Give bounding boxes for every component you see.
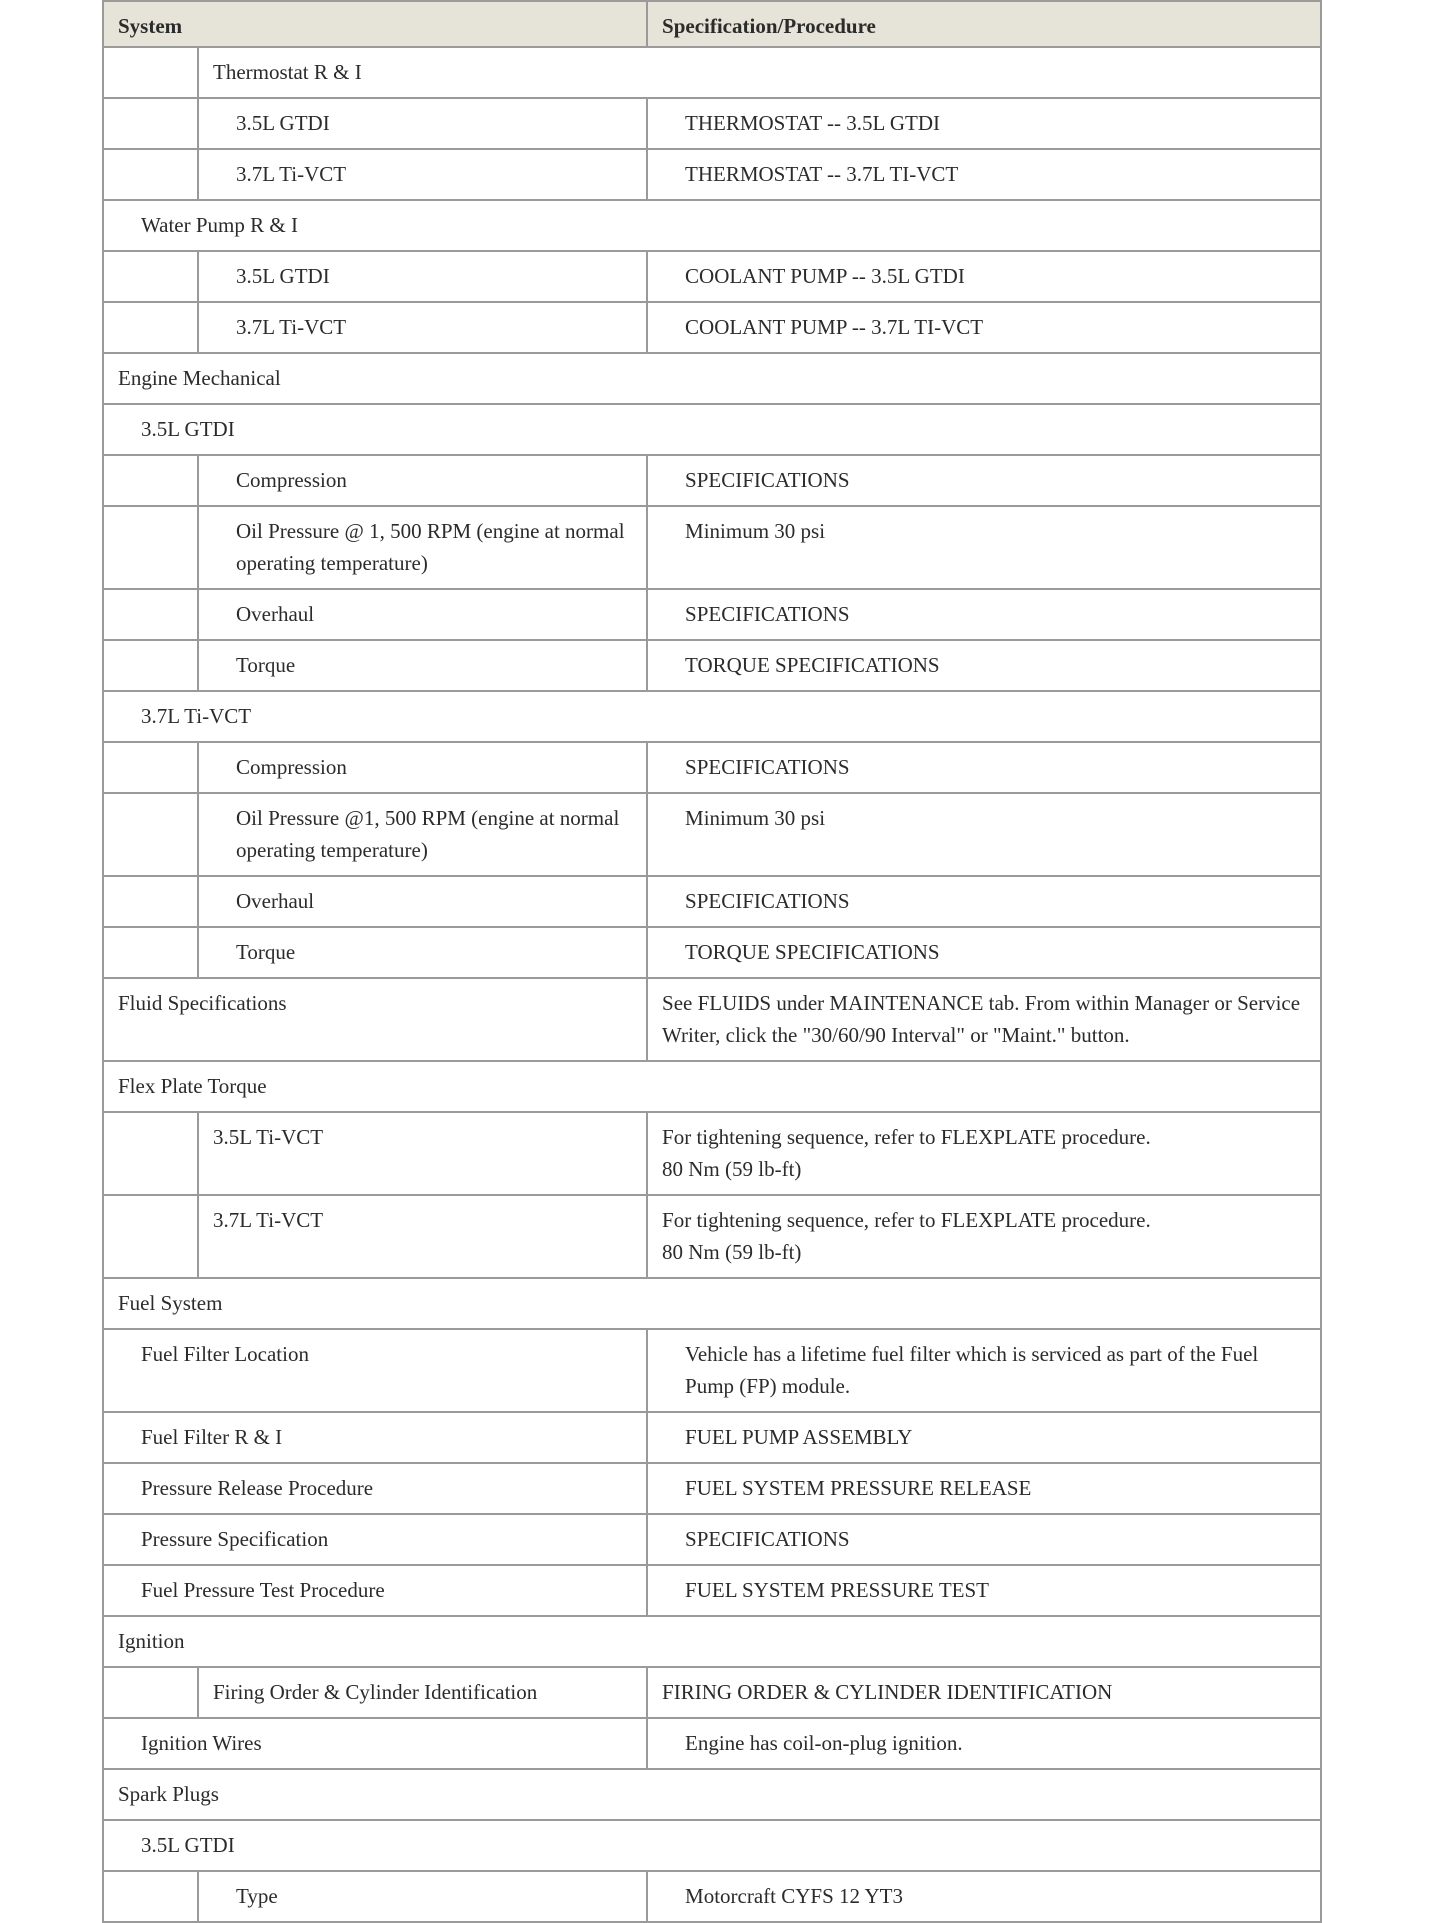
section-label: Spark Plugs bbox=[118, 1782, 219, 1806]
spec-link[interactable]: FUEL SYSTEM PRESSURE RELEASE bbox=[685, 1476, 1032, 1500]
spec-cell: Vehicle has a lifetime fuel filter which is serviced as part of the Fuel Pump (FP) module. bbox=[685, 1342, 1259, 1398]
table-row bbox=[103, 1769, 1321, 1820]
table-row bbox=[103, 1565, 1321, 1616]
spec-column-header: Specification/Procedure bbox=[647, 1, 1321, 47]
system-cell: Torque bbox=[236, 653, 296, 677]
spec-link[interactable]: FIRING ORDER & CYLINDER IDENTIFICATION bbox=[662, 1680, 1113, 1704]
system-cell: Fuel Filter R & I bbox=[141, 1425, 283, 1449]
table-row bbox=[103, 302, 1321, 353]
system-cell: Pressure Specification bbox=[141, 1527, 329, 1551]
table-row bbox=[103, 978, 1321, 1061]
system-cell: Torque bbox=[236, 940, 296, 964]
table-row bbox=[103, 1195, 1321, 1278]
table-row bbox=[103, 1718, 1321, 1769]
table-row bbox=[103, 1514, 1321, 1565]
section-label: Thermostat R & I bbox=[213, 60, 362, 84]
section-label: Ignition bbox=[118, 1629, 185, 1653]
section-label: Water Pump R & I bbox=[141, 213, 298, 237]
spec-link[interactable]: SPECIFICATIONS bbox=[685, 889, 850, 913]
table-row bbox=[103, 1667, 1321, 1718]
table-row bbox=[103, 455, 1321, 506]
spec-cell: Motorcraft CYFS 12 YT3 bbox=[685, 1884, 903, 1908]
table-row bbox=[103, 1820, 1321, 1871]
table-row bbox=[103, 1329, 1321, 1412]
table-row bbox=[103, 506, 1321, 589]
subsection-label: 3.7L Ti-VCT bbox=[141, 704, 252, 728]
system-cell: Overhaul bbox=[236, 602, 315, 626]
torque-value: 80 Nm (59 lb-ft) bbox=[662, 1157, 802, 1181]
table-row bbox=[103, 589, 1321, 640]
table-row bbox=[103, 47, 1321, 98]
system-cell: Fuel Filter Location bbox=[141, 1342, 309, 1366]
system-cell: 3.5L GTDI bbox=[236, 264, 330, 288]
spec-link[interactable]: TORQUE SPECIFICATIONS bbox=[685, 940, 940, 964]
flexplate-link[interactable]: For tightening sequence, refer to FLEXPLATE procedure. bbox=[662, 1208, 1151, 1232]
specification-table bbox=[102, 0, 1322, 1923]
system-cell: Oil Pressure @1, 500 RPM (engine at normal operating temperature) bbox=[236, 806, 620, 862]
system-column-header: System bbox=[103, 1, 647, 47]
table-row bbox=[103, 1278, 1321, 1329]
spec-cell: See FLUIDS under MAINTENANCE tab. From within Manager or Service Writer, click the "30/60/90 Interval" or "Maint." button. bbox=[662, 991, 1301, 1047]
table-row bbox=[103, 149, 1321, 200]
section-label: Flex Plate Torque bbox=[118, 1074, 267, 1098]
torque-value: 80 Nm (59 lb-ft) bbox=[662, 1240, 802, 1264]
table-row bbox=[103, 1463, 1321, 1514]
spec-cell: Engine has coil-on-plug ignition. bbox=[685, 1731, 963, 1755]
spec-link[interactable]: SPECIFICATIONS bbox=[685, 755, 850, 779]
system-cell: Ignition Wires bbox=[141, 1731, 262, 1755]
spec-link[interactable]: SPECIFICATIONS bbox=[685, 1527, 850, 1551]
spec-link[interactable]: TORQUE SPECIFICATIONS bbox=[685, 653, 940, 677]
spec-link[interactable]: FUEL SYSTEM PRESSURE TEST bbox=[685, 1578, 989, 1602]
spec-link[interactable]: COOLANT PUMP -- 3.5L GTDI bbox=[685, 264, 965, 288]
system-cell: Compression bbox=[236, 468, 347, 492]
spec-cell: Minimum 30 psi bbox=[685, 519, 826, 543]
spec-cell bbox=[648, 1196, 1320, 1276]
table-row bbox=[103, 200, 1321, 251]
table-row bbox=[103, 98, 1321, 149]
system-cell: Overhaul bbox=[236, 889, 315, 913]
system-cell: Oil Pressure @ 1, 500 RPM (engine at normal operating temperature) bbox=[236, 519, 625, 575]
spec-link[interactable]: SPECIFICATIONS bbox=[685, 602, 850, 626]
spec-link[interactable]: THERMOSTAT -- 3.7L TI-VCT bbox=[685, 162, 959, 186]
system-cell: Type bbox=[236, 1884, 278, 1908]
table-row bbox=[103, 691, 1321, 742]
spec-link[interactable]: COOLANT PUMP -- 3.7L TI-VCT bbox=[685, 315, 984, 339]
spec-cell bbox=[648, 1113, 1320, 1193]
table-row bbox=[103, 404, 1321, 455]
system-cell: 3.7L Ti-VCT bbox=[213, 1208, 324, 1232]
table-row bbox=[103, 927, 1321, 978]
system-cell: Firing Order & Cylinder Identification bbox=[213, 1680, 538, 1704]
table-header-row bbox=[103, 1, 1321, 47]
table-row bbox=[103, 1871, 1321, 1922]
table-row bbox=[103, 640, 1321, 691]
system-cell: 3.5L Ti-VCT bbox=[213, 1125, 324, 1149]
table-row bbox=[103, 1061, 1321, 1112]
section-label: Fuel System bbox=[118, 1291, 223, 1315]
table-row bbox=[103, 1112, 1321, 1195]
table-row bbox=[103, 353, 1321, 404]
subsection-label: 3.5L GTDI bbox=[141, 417, 235, 441]
spec-link[interactable]: SPECIFICATIONS bbox=[685, 468, 850, 492]
section-label: Engine Mechanical bbox=[118, 366, 281, 390]
system-cell: 3.7L Ti-VCT bbox=[236, 162, 347, 186]
subsection-label: 3.5L GTDI bbox=[141, 1833, 235, 1857]
table-row bbox=[103, 793, 1321, 876]
table-row bbox=[103, 742, 1321, 793]
table-row bbox=[103, 876, 1321, 927]
system-cell: Fuel Pressure Test Procedure bbox=[141, 1578, 385, 1602]
flexplate-link[interactable]: For tightening sequence, refer to FLEXPLATE procedure. bbox=[662, 1125, 1151, 1149]
spec-link[interactable]: THERMOSTAT -- 3.5L GTDI bbox=[685, 111, 940, 135]
system-cell: Compression bbox=[236, 755, 347, 779]
table-row bbox=[103, 1412, 1321, 1463]
system-cell: Fluid Specifications bbox=[118, 991, 287, 1015]
system-cell: Pressure Release Procedure bbox=[141, 1476, 374, 1500]
system-cell: 3.7L Ti-VCT bbox=[236, 315, 347, 339]
table-row bbox=[103, 251, 1321, 302]
system-cell: 3.5L GTDI bbox=[236, 111, 330, 135]
table-row bbox=[103, 1616, 1321, 1667]
spec-link[interactable]: FUEL PUMP ASSEMBLY bbox=[685, 1425, 913, 1449]
spec-cell: Minimum 30 psi bbox=[685, 806, 826, 830]
